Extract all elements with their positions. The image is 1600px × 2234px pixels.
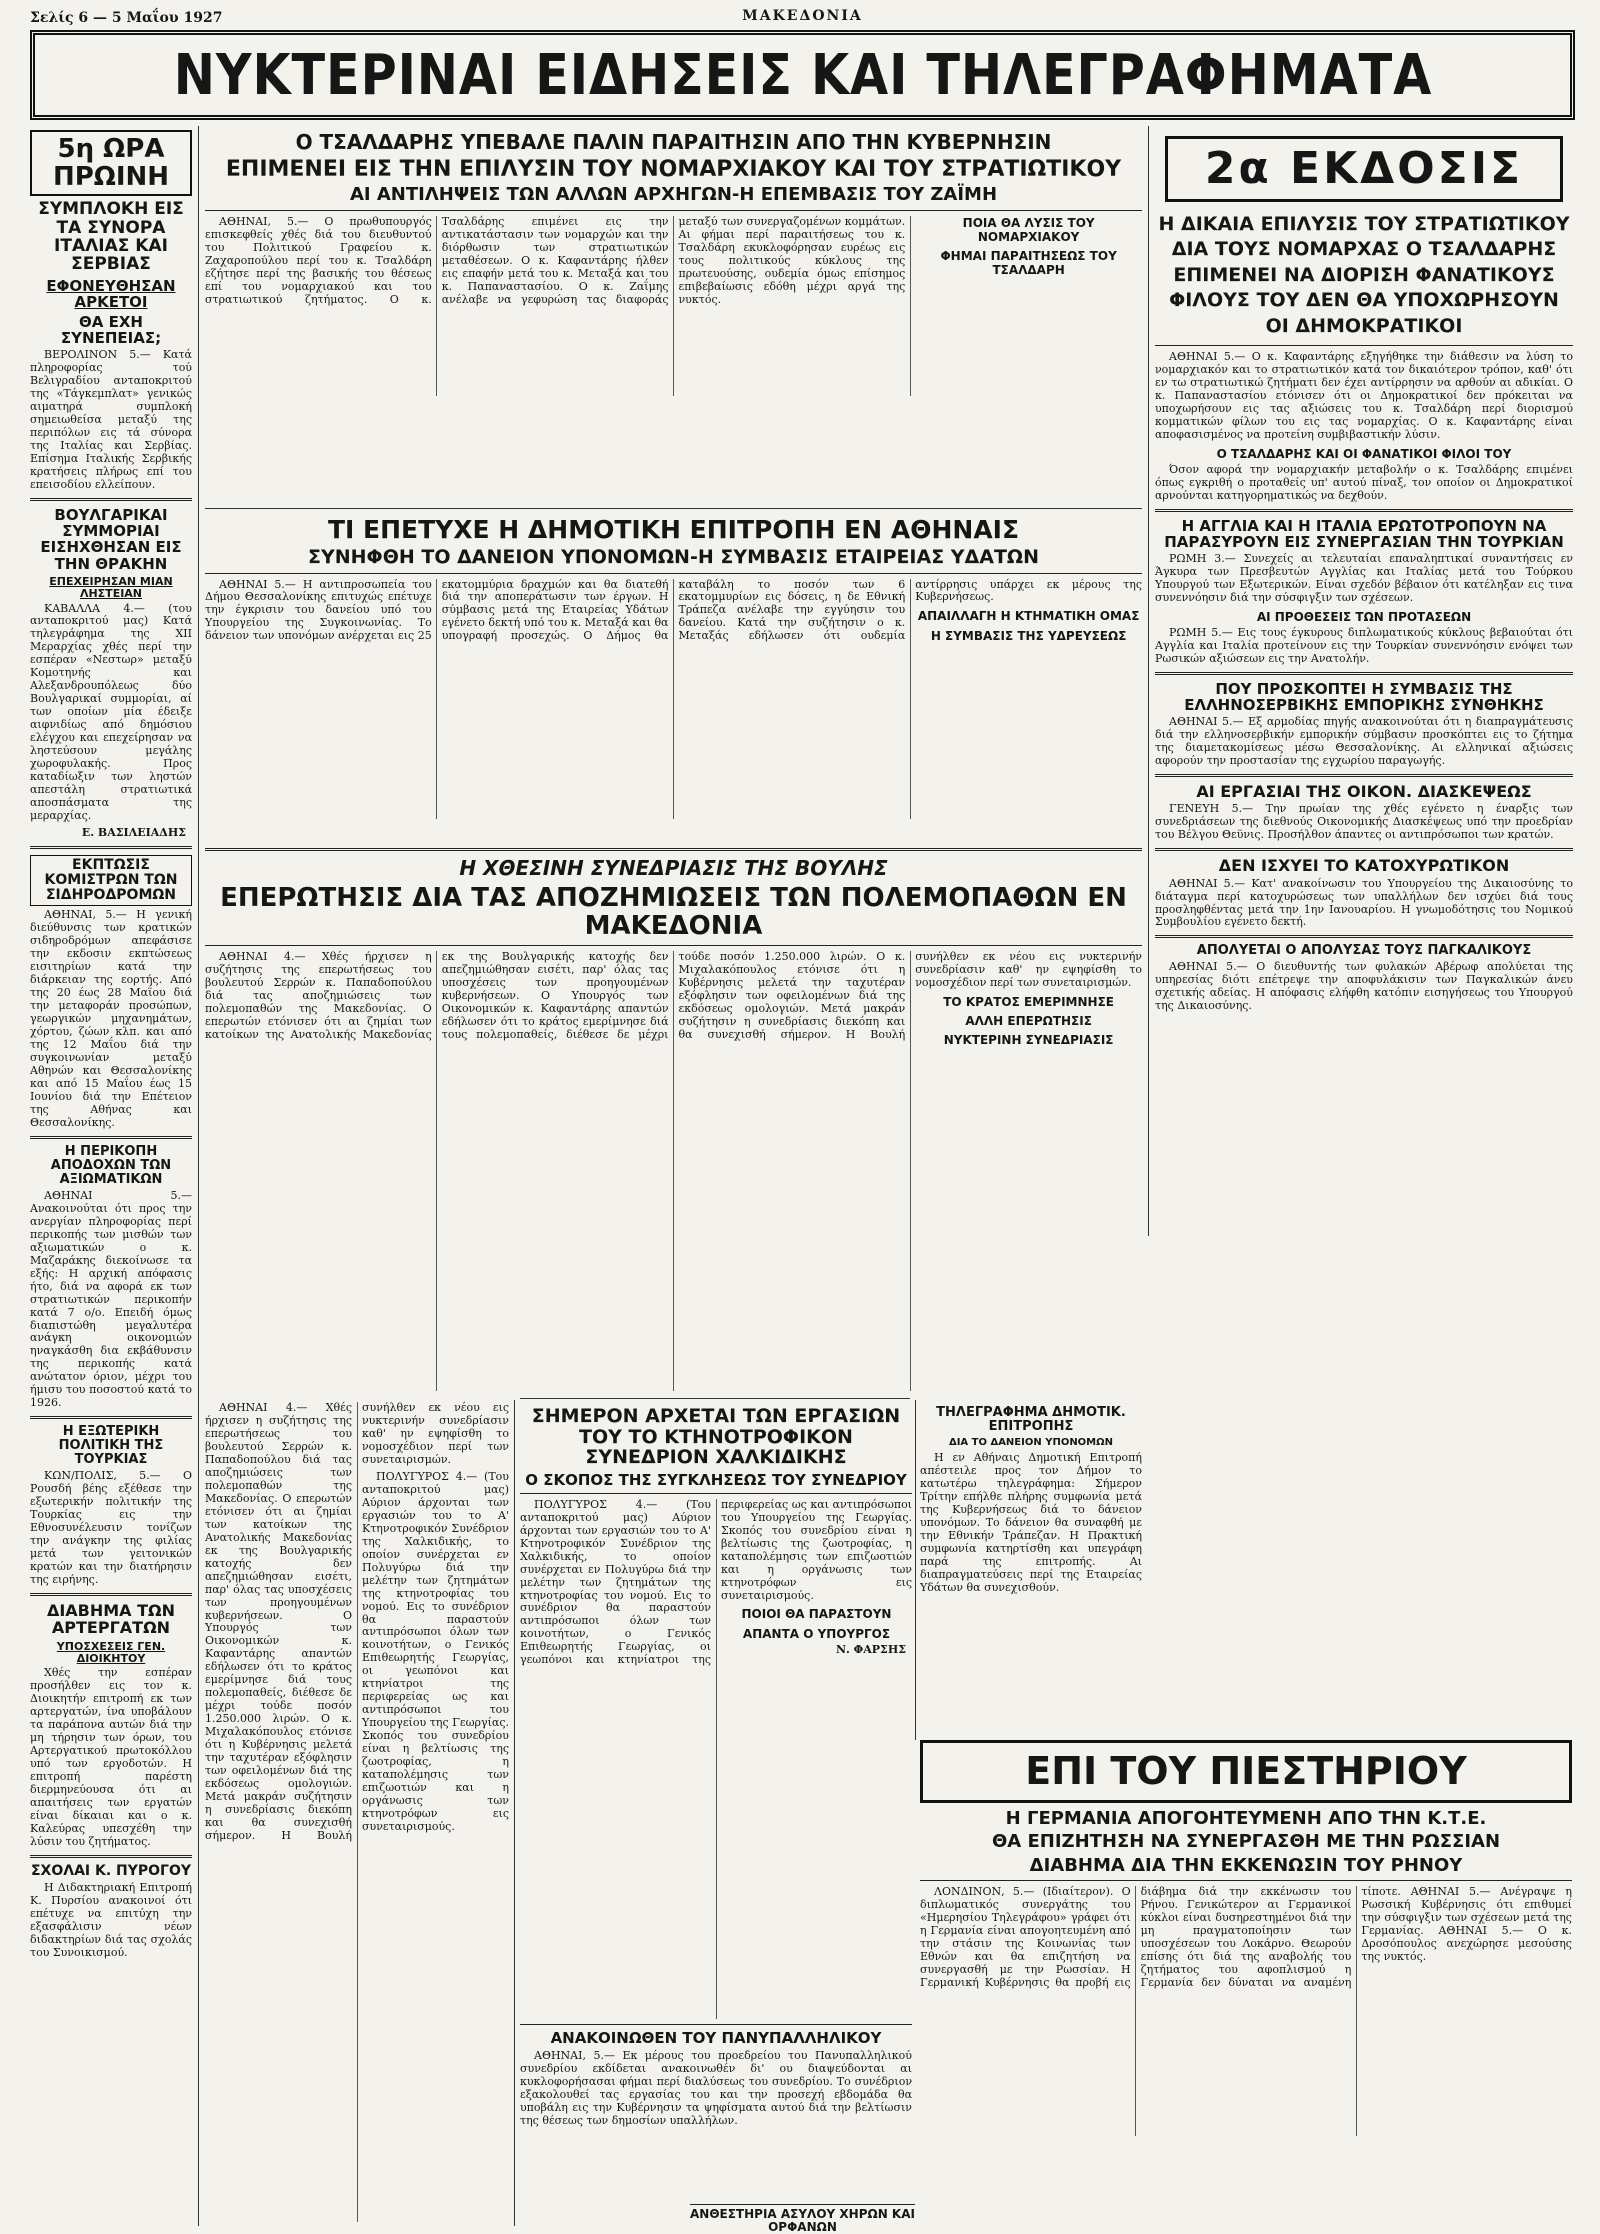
stop-press-banner: ΕΠΙ ΤΟΥ ΠΙΕΣΤΗΡΙΟΥ [920, 1740, 1572, 1803]
story-columns [205, 951, 1142, 1391]
divider [205, 945, 1142, 946]
divider [30, 1416, 192, 1419]
congress-story [520, 1402, 912, 2222]
story-body: ΡΩΜΗ 3.— Συνεχείς αι τελευταίαι επαναληπτικαί συναντήσεις εν Άγκυρα των Πρεσβευτών Αγγλίας και Ιταλίας μετά του Τούρκου Υπουργού των Εξωτερικών. Είναι σχεδόν βέβαιον ότι κατέληξαν εις τινα συνεννόησιν διά την σύσφιγξιν των σχέσεων. [1155, 551, 1573, 604]
story-body: Χθές την εσπέραν προσήλθεν εις τον κ. Διοικητήν επιτροπή εκ των αρτεργατών, ίνα υποβάλουν τα παράπονα αυτών διά την μη τήρησιν των όρων, του Αρτεργατικού πρωτοκόλλου υπό των εργοδοτών. Η επιτροπή παρέστη διερμηνεύουσα ότι αι απαιτήσεις των εργατών είναι δίκαιαι και ο κ. Καλεύρας υπεσχέθη την λύσιν του ζητήματος. [30, 1666, 192, 1848]
story-columns [520, 1499, 912, 2019]
story-headline: ΤΗΛΕΓΡΑΦΗΜΑ ΔΗΜΟΤΙΚ. ΕΠΙΤΡΟΠΗΣ [936, 1405, 1126, 1435]
section-rule [520, 1398, 910, 1399]
story-signature: Ν. ΦΑΡΣΗΣ [835, 1642, 906, 1656]
story-body: ΒΕΡΟΛΙΝΟΝ 5.— Κατά πληροφορίας τού Βελιγραδίου ανταποκριτού της «Τάγκεμπλατ» γενικώς αιματηρά συμπλοκή σημειωθείσα μεταξύ της περιπόλων εις τά σύνορα της Ιταλίας και Σερβίας. Επίσημα Ιταλικής Σερβικής κρατήσεις πλήρως επί του επεισοδίου ελλείπουν. [30, 348, 192, 492]
divider [30, 1136, 192, 1139]
parliament-continuation [205, 1402, 509, 2226]
divider [1155, 935, 1573, 938]
inline-headline: Ο ΤΣΑΛΔΑΡΗΣ ΚΑΙ ΟΙ ΦΑΝΑΤΙΚΟΙ ΦΙΛΟΙ ΤΟΥ [1216, 446, 1512, 461]
divider [1155, 848, 1573, 851]
inline-headline: Η ΣΥΜΒΑΣΙΣ ΤΗΣ ΥΔΡΕΥΣΕΩΣ [930, 628, 1127, 643]
left-column [30, 126, 192, 2226]
story-headline: Η ΠΕΡΙΚΟΠΗ ΑΠΟΔΟΧΩΝ ΤΩΝ ΑΞΙΩΜΑΤΙΚΩΝ [50, 1143, 172, 1187]
story-subhead: ΘΑ ΕΠΙΖΗΤΗΣΗ ΝΑ ΣΥΝΕΡΓΑΣΘΗ ΜΕ ΤΗΝ ΡΩΣΣΙΑΝ [991, 1831, 1501, 1853]
section-masthead [30, 30, 1575, 120]
divider [30, 498, 192, 501]
story-headline: ΑΝΘΕΣΤΗΡΙΑ ΑΣΥΛΟΥ ΧΗΡΩΝ ΚΑΙ ΟΡΦΑΝΩΝ [690, 2204, 915, 2234]
top-line [30, 4, 1575, 30]
story-headline: Η ΓΕΡΜΑΝΙΑ ΑΠΟΓΟΗΤΕΥΜΕΝΗ ΑΠΟ ΤΗΝ Κ.Τ.Ε. [1005, 1808, 1487, 1830]
story-banner: Η ΧΘΕΣΙΝΗ ΣΥΝΕΔΡΙΑΣΙΣ ΤΗΣ ΒΟΥΛΗΣ [459, 856, 888, 880]
story-signature: Ε. ΒΑΣΙΛΕΙΑΔΗΣ [81, 825, 186, 839]
story-banner: Ο ΤΣΑΛΔΑΡΗΣ ΥΠΕΒΑΛΕ ΠΑΛΙΝ ΠΑΡΑΙΤΗΣΙΝ ΑΠΟ ΤΗΝ ΚΥΒΕΡΝΗΣΙΝ [295, 130, 1052, 154]
story-subhead: ΑΙ ΑΝΤΙΛΗΨΕΙΣ ΤΩΝ ΑΛΛΩΝ ΑΡΧΗΓΩΝ-Η ΕΠΕΜΒΑΣΙΣ ΤΟΥ ΖΑΪΜΗ [349, 184, 998, 206]
divider [205, 210, 1142, 211]
divider [920, 1880, 1572, 1881]
story-subhead: ΔΙΑΒΗΜΑ ΔΙΑ ΤΗΝ ΕΚΚΕΝΩΣΙΝ ΤΟΥ ΡΗΝΟΥ [1029, 1854, 1463, 1876]
story-subhead: ΕΦΟΝΕΥΘΗΣΑΝ ΑΡΚΕΤΟΙ [46, 276, 176, 311]
story-body: ΑΘΗΝΑΙ 4.— Χθές ήρχισεν η συζήτησις της επερωτήσεως του βουλευτού Σερρών κ. Παπαδοπούλου διά τας αποζημιώσεις των πολεμοπαθών της Μακεδονίας. Ο επερωτών ετόνισεν ότι αι ζημίαι των κατοίκων της Ανατολικής Μακεδονίας εκ της Βουλγαρικής κατοχής δεν απεζημιώθησαν εισέτι, παρ' όλας τας υποσχέσεις των προηγουμένων κυβερνήσεων. Ο Υπουργός των Οικονομικών κ. Καφαντάρης απαντών εδήλωσεν ότι το κράτος εμερίμνησε διά τους πολεμοπαθείς, διέθεσε δε μέχρι τούδε ποσόν 1.250.000 λιρών. Ο κ. Μιχαλακόπουλος ετόνισε ότι η Κυβέρνησις μελετά την ταχυτέραν εξόφλησιν των οφειλομένων διά της εκδόσεως ομολογιών. Μετά μακράν συζήτησιν η συνεδρίασις διεκόπη και θα συνεχισθή σήμερον. Η Βουλή συνήλθεν εκ νέου εις νυκτερινήν συνεδρίασιν καθ' ην εψηφίσθη το νομοσχέδιον περί των συνεταιρισμών. [205, 949, 1142, 1041]
stop-press-story [920, 1740, 1572, 2226]
divider [30, 846, 192, 849]
story-body: ΑΘΗΝΑΙ 5.— Η αντιπροσωπεία του Δήμου Θεσσαλονίκης επιτυχώς επέτυχε την έγκρισιν του δανείου υπό του Υπουργείου της Συγκοινωνίας. Το δάνειον των υπονόμων ανέρχεται εις 25 εκατομμύρια δραχμών και θα διατεθή διά την αποπεράτωσιν των έργων. Η σύμβασις μετά της Εταιρείας Υδάτων εγένετο δεκτή υπό του κ. Μεταξά και θα υπογραφή προσεχώς. Ο Δήμος θα καταβάλη το ποσόν των 6 εκατομμυρίων εις δόσεις, η δε Εθνική Τράπεζα ανέλαβε την εγγύησιν του δανείου. Κατά την συζήτησιν ο κ. Μεταξάς εδήλωσεν ότι ουδεμία αντίρρησις υπάρχει εκ μέρους της Κυβερνήσεως. [205, 577, 1142, 643]
story-subhead: ΥΠΟΣΧΕΣΕΙΣ ΓΕΝ. ΔΙΟΙΚΗΤΟΥ [56, 1639, 166, 1665]
story-headline: ΔΙΑΒΗΜΑ ΤΩΝ ΑΡΤΕΡΓΑΤΩΝ [46, 1601, 176, 1638]
column-rule-left [198, 126, 199, 2226]
story-body-continued: ΠΟΛΥΓΥΡΟΣ 4.— (Του ανταποκριτού μας) Αύριον άρχονται των εργασιών του το Α' Κτηνοτροφικόν Συνέδριον της Χαλκιδικής, το οποίον συνέρχεται εν Πολυγύρω διά την μελέτην των ζητημάτων της κτηνοτροφίας του νομού. Εις το συνέδριον θα παραστούν αντιπρόσωποι όλων των κοινοτήτων, ο Γενικός Επιθεωρητής Γεωργίας, οι γεωπόνοι και κτηνίατροι της περιφερείας ως και αντιπρόσωποι του Υπουργείου της Γεωργίας. Σκοπός του συνεδρίου είναι η βελτίωσις της ζωοτροφίας, η καταπολέμησις των επιζωοτιών και η οργάνωσις των κτηνοτρόφων εις συνεταιρισμούς. [362, 1469, 509, 1833]
divider [520, 2024, 912, 2025]
story-headline: ΒΟΥΛΓΑΡΙΚΑΙ ΣΥΜΜΟΡΙΑΙ ΕΙΣΗΧΘΗΣΑΝ ΕΙΣ ΤΗΝ ΘΡΑΚΗΝ [40, 506, 182, 573]
inline-headline: ΑΠΑΝΤΑ Ο ΥΠΟΥΡΓΟΣ [742, 1626, 891, 1641]
story-body: ΑΘΗΝΑΙ, 5.— Η γενική διεύθυνσις των κρατικών σιδηροδρόμων απεφάσισε την εκδοσιν εκπτώσεως εισιτηρίων κατά την διάρκειαν της εορτής. Από της 20 έως 28 Μαΐου διά την μεταφοράν προσώπων, γεωργικών μηχανημάτων, χόρτου, ζώων κλπ. και από της 12 Μαΐου διά την συγκοινωνίαν μεταξύ Αθηνών και Θεσσαλονίκης και από 15 Μαΐου έως 15 Ιουνίου διά την Επέτειον της Αθήνας και Θεσσαλονίκης. [30, 908, 192, 1129]
section-rule [205, 848, 1142, 851]
divider [1155, 774, 1573, 777]
story-body: Η Διδακτηριακή Επιτροπή Κ. Πυρσίου ανακοινοί ότι επέτυχε να επιτύχη την εξασφάλισιν νέων διδακτηρίων διά τας σχολάς του Συνοικισμού. [30, 1881, 192, 1959]
inline-headline: ΤΟ ΚΡΑΤΟΣ ΕΜΕΡΙΜΝΗΣΕ [943, 994, 1114, 1009]
story-body: ΑΘΗΝΑΙ 5.— Ο διευθυντής των φυλακών Αβέρωφ απολύεται της υπηρεσίας διότι επέτρεψε την αποφυλάκισιν των Παγκαλικών άνευ σχετικής αδείας. Η απόφασις ελήφθη κατόπιν εισηγήσεως του Υπουργού της Δικαιοσύνης. [1155, 960, 1573, 1013]
edition-label: 5η ΩΡΑ ΠΡΩΙΝΗ [30, 130, 192, 196]
story-subhead: ΔΙΑ ΤΟ ΔΑΝΕΙΟΝ ΥΠΟΝΟΜΩΝ [948, 1437, 1114, 1449]
parliament-story [205, 854, 1142, 1394]
story-body: ΑΘΗΝΑΙ 5.— Ο κ. Καφαντάρης εξηγήθηκε την διάθεσιν να λύση το νομαρχιακόν και το στρατιωτικόν κατά τον δικαιότερον τρόπον, καθ' ότι εν τω στρατιωτικώ ζητήματι δεν έχει αντίρρησιν να αρθούν αι αδικίαι. Ο κ. Παπαναστασίου ετόνισεν ότι οι Δημοκρατικοί δεν πρόκειται να υποχωρήσουν εις τας αξιώσεις του κ. Τσαλδάρη περί διορισμού κομματικών φίλων του εις τας νομαρχίας. Ο κ. Καφαντάρης είναι αποφασισμένος να προτείνη συμβιβαστικήν λύσιν. [1155, 349, 1573, 441]
story-subhead: ΣΥΝΗΦΘΗ ΤΟ ΔΑΝΕΙΟΝ ΥΠΟΝΟΜΩΝ-Η ΣΥΜΒΑΣΙΣ ΕΤΑΙΡΕΙΑΣ ΥΔΑΤΩΝ [308, 546, 1039, 568]
story-body: ΑΘΗΝΑΙ 5.— Ανακοινούται ότι προς την ανεργίαν πληροφορίας περί περικοπής των μισθών των αξιωματικών ο κ. Μαζαράκης διεκοίνωσε τα εξής: Η αρχική απόφασις ήτο, διά να αφορά εκ των στρατιωτικών περικοπήν κατά 7 ο/ο. Επειδή όμως διαπιστώθη μεγαλυτέρα ανάγκη οικονομιών ηναγκάσθη δια εκβάθυνσιν της περικοπής κατά ανώτατον όριον, μέχρι του ήμισυ του ποσοστού κατά το 1926. [30, 1188, 192, 1410]
paper-name: ΜΑΚΕΔΟΝΙΑ [742, 8, 863, 24]
story-subhead: Ο ΣΚΟΠΟΣ ΤΗΣ ΣΥΓΚΛΗΣΕΩΣ ΤΟΥ ΣΥΝΕΔΡΙΟΥ [525, 1470, 907, 1489]
story-columns [205, 216, 1142, 396]
story-body: ΚΑΒΑΛΛΑ 4.— (του ανταποκριτού μας) Κατά τηλεγράφημα της ΧΙΙ Μεραρχίας χθές περί την εσπέραν «Νεστωρ» μεταξύ Κομοτηνής και Αλεξανδρουπόλεως δύο Βουλγαρικαί συμμορίαι, αί των οποίων μία έδειξε αιφνιδίως από δημόσιου ελέγχου και επεχείρησαν να ληστεύσουν μεγάλης χωροφυλακής. Προς καταδίωξιν των ληστών απεστάλη στρατιωτικά αποσπάσματα της μεραρχίας. [30, 601, 192, 822]
divider [1155, 672, 1573, 675]
story-headline: ΠΟΥ ΠΡΟΣΚΟΠΤΕΙ Η ΣΥΜΒΑΣΙΣ ΤΗΣ ΕΛΛΗΝΟΣΕΡΒΙΚΗΣ ΕΜΠΟΡΙΚΗΣ ΣΥΝΘΗΚΗΣ [1184, 679, 1544, 715]
story-headline: ΑΙ ΕΡΓΑΣΙΑΙ ΤΗΣ ΟΙΚΟΝ. ΔΙΑΣΚΕΨΕΩΣ [1196, 782, 1532, 802]
story-body: ΛΟΝΔΙΝΟΝ, 5.— (Ιδιαίτερον). Ο διπλωματικός συνεργάτης του «Ημερησίου Τηλεγράφου» γράφει ότι η Γερμανία είναι απογοητευμένη από την στάσιν της Κοινωνίας των Εθνών και θα επιζητήση να συνεργασθή με την Ρωσσίαν. Η Γερμανική Κυβέρνησις θα προβή εις διάβημα διά την εκκένωσιν του Ρήνου. Γενικώτερον αι Γερμανικοί κύκλοι είναι δυσηρεστημένοι διά την μη πραγματοποίησιν των υποσχέσεων του Λοκάρνο. Θεωρούν επίσης ότι διά της αναβολής του ζητήματος του αφοπλισμού η Γερμανία δεν δύναται να αναμένη τίποτε. ΑΘΗΝΑΙ 5.— Ανέγραψε η Ρωσσική Κυβέρνησις ότι επιθυμεί την σύσφιγξιν των σχέσεων μετά της Γερμανίας. ΑΘΗΝΑΙ 5.— Ο κ. Δροσόπουλος ανεχώρησε μεσούσης της νυκτός. [920, 1885, 1572, 1990]
inline-headline: ΑΙ ΠΡΟΘΕΣΕΙΣ ΤΩΝ ΠΡΟΤΑΣΕΩΝ [1256, 609, 1472, 624]
story-columns [205, 579, 1142, 819]
story-body: ΠΟΛΥΓΥΡΟΣ 4.— (Του ανταποκριτού μας) Αύριον άρχονται των εργασιών του το Α' Κτηνοτροφικόν Συνέδριον της Χαλκιδικής, το οποίον συνέρχεται εν Πολυγύρω διά την μελέτην των ζητημάτων της κτηνοτροφίας του νομού. Εις το συνέδριον θα παραστούν αντιπρόσωποι όλων των κοινοτήτων, ο Γενικός Επιθεωρητής Γεωργίας, οι γεωπόνοι και κτηνίατροι της περιφερείας ως και αντιπρόσωποι του Υπουργείου της Γεωργίας. Σκοπός του συνεδρίου είναι η βελτίωσις της ζωοτροφίας, η καταπολέμησις των επιζωοτιών και η οργάνωσις των κτηνοτρόφων εις συνεταιρισμούς. [520, 1497, 912, 1667]
story-headline: ΣΧΟΛΑΙ Κ. ΠΥΡΟΓΟΥ [30, 1862, 192, 1879]
inline-headline: ΦΗΜΑΙ ΠΑΡΑΙΤΗΣΕΩΣ ΤΟΥ ΤΣΑΛΔΑΡΗ [940, 249, 1117, 278]
story-headline: ΔΕΝ ΙΣΧΥΕΙ ΤΟ ΚΑΤΟΧΥΡΩΤΙΚΟΝ [1218, 856, 1510, 876]
column-rule-right [1148, 126, 1149, 1236]
inline-headline: ΑΠΑΙΛΛΑΓΗ Η ΚΤΗΜΑΤΙΚΗ ΟΜΑΣ [917, 609, 1140, 624]
page-date: Σελίς 6 — 5 Μαΐου 1927 [30, 10, 223, 26]
story-headline: Η ΕΞΩΤΕΡΙΚΗ ΠΟΛΙΤΙΚΗ ΤΗΣ ΤΟΥΡΚΙΑΣ [58, 1424, 164, 1468]
story-subhead: ΘΑ ΕΧΗ ΣΥΝΕΠΕΙΑΣ; [60, 312, 162, 348]
telegram-story [920, 1402, 1142, 1742]
story-body: Όσον αφορά την νομαρχιακήν μεταβολήν ο κ. Τσαλδάρης επιμένει όπως εγκριθή ο προταθείς υπ' αυτού πίναξ, τον οποίον οι Δημοκρατικοί αρνούνται κατηγορηματικώς να δεχθούν. [1155, 462, 1573, 502]
story-headline: ΣΥΜΠΛΟΚΗ ΕΙΣ ΤΑ ΣΥΝΟΡΑ ΙΤΑΛΙΑΣ ΚΑΙ ΣΕΡΒΙΑΣ [38, 199, 184, 275]
inline-headline: ΝΥΚΤΕΡΙΝΗ ΣΥΝΕΔΡΙΑΣΙΣ [943, 1032, 1114, 1047]
divider [30, 1855, 192, 1858]
column-rule [915, 1400, 916, 1740]
story-headline: Η ΔΙΚΑΙΑ ΕΠΙΛΥΣΙΣ ΤΟΥ ΣΤΡΑΤΙΩΤΙΚΟΥ ΔΙΑ ΤΟΥΣ ΝΟΜΑΡΧΑΣ Ο ΤΣΑΛΔΑΡΗΣ ΕΠΙΜΕΝΕΙ ΝΑ ΔΙΟΡΙΣΗ ΦΑΝΑΤΙΚΟΥΣ ΦΙΛΟΥΣ ΤΟΥ ΔΕΝ ΘΑ ΥΠΟΧΩΡΗΣΟΥΝ ΟΙ ΔΗΜΟΚΡΑΤΙΚΟΙ [1158, 212, 1570, 338]
inline-headline: ΠΟΙΟΙ ΘΑ ΠΑΡΑΣΤΟΥΝ [741, 1607, 892, 1622]
story-headline: ΣΗΜΕΡΟΝ ΑΡΧΕΤΑΙ ΤΩΝ ΕΡΓΑΣΙΩΝ ΤΟΥ ΤΟ ΚΤΗΝΟΤΡΟΦΙΚΟΝ ΣΥΝΕΔΡΙΟΝ ΧΑΛΚΙΔΙΚΗΣ [531, 1405, 901, 1469]
divider [1155, 509, 1573, 512]
story-subhead: ΕΠΕΧΕΙΡΗΣΑΝ ΜΙΑΝ ΛΗΣΤΕΙΑΝ [49, 574, 173, 600]
right-column [1155, 130, 1573, 1235]
story-body: ΑΘΗΝΑΙ 5.— Εξ αρμοδίας πηγής ανακοινούται ότι η διαπραγμάτευσις διά την ελληνοσερβικήν εμπορικήν σύμβασιν προσκόπτει εις το ζήτημα της διαμετακομίσεως μέσω Θεσσαλονίκης. Αι ελληνικαί αξιώσεις αφορούν την προστασίαν της εγχωρίου παραγωγής. [1155, 715, 1573, 768]
story-columns [920, 1886, 1572, 2136]
column-rule [514, 1400, 515, 2226]
story-body: ΡΩΜΗ 5.— Εις τους έγκυρους διπλωματικούς κύκλους βεβαιούται ότι Αγγλία και Ιταλία προτείνουν εις την Τουρκίαν συνεννόησιν ενόψει των Ρωσικών αξιώσεων εις την Ανατολήν. [1155, 625, 1573, 665]
story-body: ΑΘΗΝΑΙ 5.— Κατ' ανακοίνωσιν του Υπουργείου της Δικαιοσύνης το διάταγμα περί κατοχυρώσεως των υπαλλήλων δεν ισχύει διά τους προσληφθέντας μετά την 1ην Ιανουαρίου. Η γνωμοδότησις του Νομικού Συμβουλίου εγένετο δεκτή. [1155, 876, 1573, 929]
divider [1155, 345, 1573, 346]
story-body: ΓΕΝΕΥΗ 5.— Την πρωίαν της χθές εγένετο η έναρξις των συνεδριάσεων της διεθνούς Οικονομικής Διασκέψεως υπό την προεδρίαν του Βέλγου Θεϋνις. Προσήλθον άπαντες οι αντιπρόσωποι των κρατών. [1155, 802, 1573, 842]
story-headline: ΕΠΙΜΕΝΕΙ ΕΙΣ ΤΗΝ ΕΠΙΛΥΣΙΝ ΤΟΥ ΝΟΜΑΡΧΙΑΚΟΥ ΚΑΙ ΤΟΥ ΣΤΡΑΤΙΩΤΙΚΟΥ [225, 156, 1122, 182]
story-body-continued: ΑΘΗΝΑΙ 4.— Χθές ήρχισεν η συζήτησις της επερωτήσεως του βουλευτού Σερρών κ. Παπαδοπούλου διά τας αποζημιώσεις των πολεμοπαθών της Μακεδονίας. Ο επερωτών ετόνισεν ότι αι ζημίαι των κατοίκων της Ανατολικής Μακεδονίας εκ της Βουλγαρικής κατοχής δεν απεζημιώθησαν εισέτι, παρ' όλας τας υποσχέσεις των προηγουμένων κυβερνήσεων. Ο Υπουργός των Οικονομικών κ. Καφαντάρης απαντών εδήλωσεν ότι το κράτος εμερίμνησε διά τους πολεμοπαθείς, διέθεσε δε μέχρι τούδε ποσόν 1.250.000 λιρών. Ο κ. Μιχαλακόπουλος ετόνισε ότι η Κυβέρνησις μελετά την ταχυτέραν εξόφλησιν των οφειλομένων διά της εκδόσεως ομολογιών. Μετά μακράν συζήτησιν η συνεδρίασις διεκόπη και θα συνεχισθή σήμερον. Η Βουλή συνήλθεν εκ νέου εις νυκτερινήν συνεδρίασιν καθ' ην εψηφίσθη το νομοσχέδιον περί των συνεταιρισμών. [205, 1401, 509, 1842]
story-body: ΚΩΝ/ΠΟΛΙΣ, 5.— Ο Ρουσδή βέης εξέθεσε την εξωτερικήν πολιτικήν της Τουρκίας εις την Εθνοσυνέλευσιν τονίζων την ανάγκην της φιλίας μετά των γειτονικών κρατών και την διατήρησιν της ειρήνης. [30, 1469, 192, 1587]
inline-headline: ΑΛΛΗ ΕΠΕΡΩΤΗΣΙΣ [965, 1013, 1092, 1028]
story-body: ΑΘΗΝΑΙ, 5.— Εκ μέρους του προεδρείου του Πανυπαλληλικού συνεδρίου εκδίδεται ανακοινωθέν δι' ου διαψεύδονται αι κυκλοφορήσασαι φήμαι περί διαλύσεως του συνεδρίου. Το συνέδριον εξακολουθεί τας εργασίας του και την προσεχή εβδομάδα θα υποβάλη εις την Κυβέρνησιν τα ψηφίσματα αυτού διά την βελτίωσιν της θέσεως των δημοσίων υπαλλήλων. [520, 2048, 912, 2127]
section-title: ΝΥΚΤΕΡΙΝΑΙ ΕΙΔΗΣΕΙΣ ΚΑΙ ΤΗΛΕΓΡΑΦΗΜΑΤΑ [173, 42, 1432, 108]
story-body: ΑΘΗΝΑΙ, 5.— Ο πρωθυπουργός επισκεφθείς χθές διά του διευθυντού του Πολιτικού Γραφείου κ. Ζαχαροπούλου περί του κ. Τσαλδάρη εζήτησε περί της βασικής του θέσεως επί του νομαρχιακού και του στρατιωτικού ζητήματος. Ο κ. Τσαλδάρης επιμένει εις την αντικατάστασιν των νομαρχών και την διόρθωσιν των στρατιωτικών μεταθέσεων. Ο κ. Καφαντάρης ήλθεν εις επαφήν μετά του κ. Μεταξά και του κ. Παπαναστασίου. Ο κ. Ζαΐμης ανέλαβε να γεφυρώση τας διαφοράς μεταξύ των συνεργαζομένων κομμάτων. Αι φήμαι περί παραιτήσεως του κ. Τσαλδάρη εκυκλοφόρησαν ευρέως εις τους πολιτικούς κύκλους της πρωτευούσης, ουδεμία όμως επίσημος επιβεβαίωσις εδόθη μέχρι αργά της νυκτός. [205, 214, 906, 306]
edition-box: 2α ΕΚΔΟΣΙΣ [1165, 136, 1563, 202]
story-headline: ΑΠΟΛΥΕΤΑΙ Ο ΑΠΟΛΥΣΑΣ ΤΟΥΣ ΠΑΓΚΑΛΙΚΟΥΣ [1196, 943, 1532, 959]
bottom-strip [690, 2200, 915, 2234]
inline-headline: ΠΟΙΑ ΘΑ ΛΥΣΙΣ ΤΟΥ ΝΟΜΑΡΧΙΑΚΟΥ [962, 215, 1095, 244]
story-headline: ΕΚΠΤΩΣΙΣ ΚΟΜΙΣΤΡΩΝ ΤΩΝ ΣΙΔΗΡΟΔΡΟΜΩΝ [30, 855, 192, 906]
story-headline: ΑΝΑΚΟΙΝΩΘΕΝ ΤΟΥ ΠΑΝΥΠΑΛΛΗΛΙΚΟΥ [550, 2028, 882, 2047]
story-headline: ΤΙ ΕΠΕΤΥΧΕ Η ΔΗΜΟΤΙΚΗ ΕΠΙΤΡΟΠΗ ΕΝ ΑΘΗΝΑΙΣ [327, 515, 1020, 544]
divider [520, 1493, 912, 1494]
story-headline: ΕΠΕΡΩΤΗΣΙΣ ΔΙΑ ΤΑΣ ΑΠΟΖΗΜΙΩΣΕΙΣ ΤΩΝ ΠΟΛΕΜΟΠΑΘΩΝ ΕΝ ΜΑΚΕΔΟΝΙΑ [220, 882, 1127, 941]
center-mid-story [205, 512, 1142, 842]
divider [205, 573, 1142, 574]
section-rule [205, 508, 1142, 509]
story-body: Η εν Αθήναις Δημοτική Επιτροπή απέστειλε προς τον Δήμον το κατωτέρω τηλεγράφημα: Σήμερον Τρίτην επήλθε πλήρης συμφωνία μετά της Κυβερνήσεως διά το δάνειον υπονόμων. Το δάνειον θα συναφθή με την Εθνικήν Τράπεζαν. Η Πρακτική συμφωνία κατηρτίσθη και υπεγράφη παρά της επιτροπής. Αι διαπραγματεύσεις περί της Εταιρείας Υδάτων θα συνεχισθούν. [920, 1450, 1142, 1594]
divider [30, 1593, 192, 1596]
story-headline: Η ΑΓΓΛΙΑ ΚΑΙ Η ΙΤΑΛΙΑ ΕΡΩΤΟΤΡΟΠΟΥΝ ΝΑ ΠΑΡΑΣΥΡΟΥΝ ΕΙΣ ΣΥΝΕΡΓΑΣΙΑΝ ΤΗΝ ΤΟΥΡΚΙΑΝ [1164, 516, 1564, 551]
